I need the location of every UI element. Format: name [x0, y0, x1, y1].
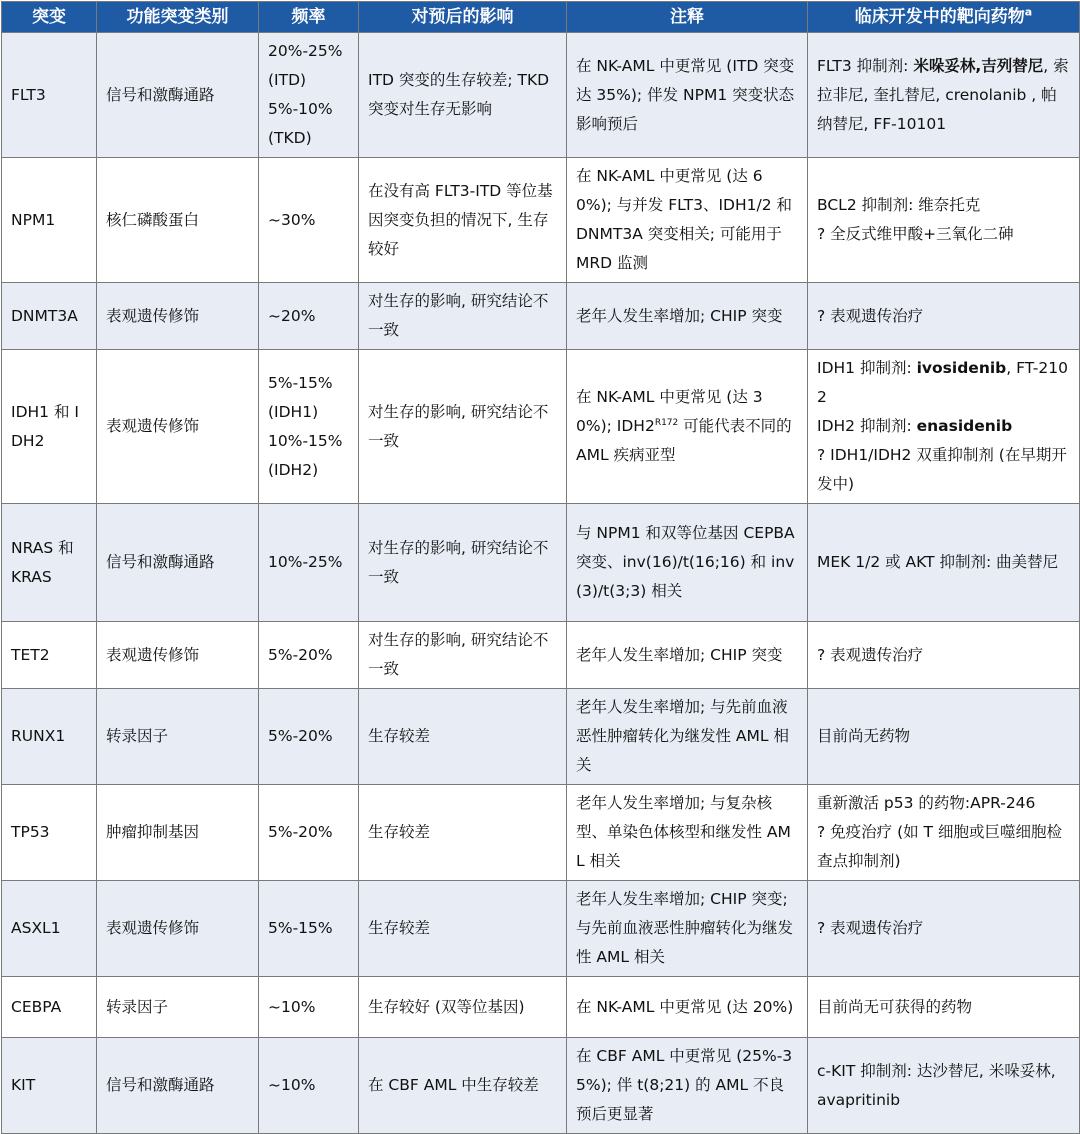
table-row — [2, 881, 1080, 977]
frequency-cell — [259, 33, 359, 158]
note-cell: 在 NK-AML 中更常见 (达 20%) — [567, 977, 808, 1038]
frequency-cell: 5%-20% — [259, 785, 359, 881]
header-drugs — [808, 2, 1080, 33]
header-drugs-label: 临床开发中的靶向药物 — [854, 7, 1025, 27]
category-cell: 信号和激酶通路 — [97, 33, 259, 158]
frequency-line: (IDH2) — [268, 460, 319, 479]
table-row — [2, 689, 1080, 785]
drugs-cell: ? 表观遗传治疗 — [808, 622, 1080, 689]
gene-cell: TET2 — [2, 622, 97, 689]
category-cell: 转录因子 — [97, 689, 259, 785]
drug-text: IDH1 抑制剂: — [817, 359, 917, 377]
table-row — [2, 504, 1080, 622]
note-text: 在 NK-AML 中更常见 (达 30%); IDH2 — [576, 388, 763, 435]
table-row — [2, 33, 1080, 158]
note-cell: 老年人发生率增加; 与先前血液恶性肿瘤转化为继发性 AML 相关 — [567, 689, 808, 785]
category-cell: 表观遗传修饰 — [97, 881, 259, 977]
gene-cell: NPM1 — [2, 158, 97, 283]
drug-text: FLT3 抑制剂: — [817, 56, 914, 75]
frequency-cell: 5%-15% — [259, 881, 359, 977]
drug-line: ? 全反式维甲酸+三氧化二砷 — [817, 225, 1014, 243]
gene-cell: TP53 — [2, 785, 97, 881]
prognosis-cell: ITD 突变的生存较差; TKD 突变对生存无影响 — [359, 33, 567, 158]
drug-line: ? IDH1/IDH2 双重抑制剂 (在早期开发中) — [817, 446, 1067, 493]
drug-highlight: ivosidenib — [916, 359, 1007, 377]
frequency-cell: ~20% — [259, 283, 359, 350]
frequency-line: (TKD) — [268, 129, 312, 147]
drugs-cell — [808, 350, 1080, 504]
category-cell: 信号和激酶通路 — [97, 504, 259, 622]
header-prognosis: 对预后的影响 — [359, 2, 567, 33]
drugs-cell — [808, 158, 1080, 283]
table-header-row — [2, 2, 1080, 33]
category-cell: 肿瘤抑制基因 — [97, 785, 259, 881]
prognosis-cell: 生存较差 — [359, 881, 567, 977]
note-cell: 老年人发生率增加; CHIP 突变 — [567, 622, 808, 689]
prognosis-cell: 对生存的影响, 研究结论不一致 — [359, 622, 567, 689]
category-cell: 表观遗传修饰 — [97, 283, 259, 350]
table-row — [2, 283, 1080, 350]
category-cell: 转录因子 — [97, 977, 259, 1038]
frequency-line: 10%-15% — [268, 431, 343, 450]
prognosis-cell: 对生存的影响, 研究结论不一致 — [359, 504, 567, 622]
header-drugs-footnote-mark: a — [1024, 5, 1033, 19]
gene-cell: KIT — [2, 1038, 97, 1134]
gene-cell: ASXL1 — [2, 881, 97, 977]
note-cell: 老年人发生率增加; CHIP 突变; 与先前血液恶性肿瘤转化为继发性 AML 相关 — [567, 881, 808, 977]
frequency-line: 5%-15% — [268, 373, 333, 392]
gene-cell: IDH1 和 IDH2 — [2, 350, 97, 504]
frequency-cell: 5%-20% — [259, 622, 359, 689]
note-cell: 与 NPM1 和双等位基因 CEPBA 突变、inv(16)/t(16;16) 和 inv(3)/t(3;3) 相关 — [567, 504, 808, 622]
table-row — [2, 350, 1080, 504]
frequency-line: (IDH1) — [268, 402, 319, 421]
header-note: 注释 — [567, 2, 808, 33]
drugs-cell: 目前尚无药物 — [808, 689, 1080, 785]
frequency-line: 5%-10% — [268, 100, 333, 118]
frequency-cell: 5%-20% — [259, 689, 359, 785]
drug-line — [817, 354, 1070, 412]
frequency-cell: ~10% — [259, 1038, 359, 1134]
gene-cell: CEBPA — [2, 977, 97, 1038]
drugs-cell: MEK 1/2 或 AKT 抑制剂: 曲美替尼 — [808, 504, 1080, 622]
drug-line: ? 免疫治疗 (如 T 细胞或巨噬细胞检查点抑制剂) — [817, 823, 1062, 870]
frequency-cell: ~10% — [259, 977, 359, 1038]
drugs-cell: ? 表观遗传治疗 — [808, 881, 1080, 977]
prognosis-cell: 生存较差 — [359, 689, 567, 785]
note-cell: 在 CBF AML 中更常见 (25%-35%); 伴 t(8;21) 的 AML 不良预后更显著 — [567, 1038, 808, 1134]
prognosis-cell: 生存较差 — [359, 785, 567, 881]
gene-cell: NRAS 和 KRAS — [2, 504, 97, 622]
prognosis-cell: 生存较好 (双等位基因) — [359, 977, 567, 1038]
drugs-cell: 目前尚无可获得的药物 — [808, 977, 1080, 1038]
prognosis-cell: 对生存的影响, 研究结论不一致 — [359, 283, 567, 350]
prognosis-cell: 在 CBF AML 中生存较差 — [359, 1038, 567, 1134]
drug-line: BCL2 抑制剂: 维奈托克 — [817, 196, 981, 214]
table-row — [2, 785, 1080, 881]
header-frequency: 频率 — [259, 2, 359, 33]
drug-text: IDH2 抑制剂: — [817, 417, 917, 435]
gene-cell: DNMT3A — [2, 283, 97, 350]
mutation-table — [1, 1, 1080, 1134]
table-row — [2, 622, 1080, 689]
frequency-line: 20%-25% — [268, 42, 343, 60]
frequency-line: (ITD) — [268, 71, 307, 89]
gene-cell: FLT3 — [2, 33, 97, 158]
note-cell: 老年人发生率增加; 与复杂核型、单染色体核型和继发性 AML 相关 — [567, 785, 808, 881]
note-cell: 老年人发生率增加; CHIP 突变 — [567, 283, 808, 350]
category-cell: 核仁磷酸蛋白 — [97, 158, 259, 283]
gene-cell: RUNX1 — [2, 689, 97, 785]
drug-line — [817, 412, 1070, 441]
drug-text: , 索拉非尼, 奎扎替尼, crenolanib , 帕纳替尼, FF-10101 — [817, 56, 1069, 133]
table-row — [2, 1038, 1080, 1134]
prognosis-cell: 对生存的影响, 研究结论不一致 — [359, 350, 567, 504]
drugs-cell: c-KIT 抑制剂: 达沙替尼, 米哚妥林, avapritinib — [808, 1038, 1080, 1134]
note-superscript: R172 — [654, 417, 679, 428]
frequency-cell — [259, 350, 359, 504]
note-text: 可能代表不同的 AML 疾病亚型 — [576, 417, 792, 464]
header-gene: 突变 — [2, 2, 97, 33]
prognosis-cell: 在没有高 FLT3-ITD 等位基因突变负担的情况下, 生存较好 — [359, 158, 567, 283]
category-cell: 表观遗传修饰 — [97, 622, 259, 689]
category-cell: 表观遗传修饰 — [97, 350, 259, 504]
table-row — [2, 977, 1080, 1038]
drugs-cell — [808, 33, 1080, 158]
category-cell: 信号和激酶通路 — [97, 1038, 259, 1134]
drug-line: 重新激活 p53 的药物:APR-246 — [817, 794, 1036, 812]
header-category: 功能突变类别 — [97, 2, 259, 33]
table-row — [2, 158, 1080, 283]
note-cell — [567, 350, 808, 504]
note-cell: 在 NK-AML 中更常见 (ITD 突变达 35%); 伴发 NPM1 突变状态影响预后 — [567, 33, 808, 158]
drugs-cell: ? 表观遗传治疗 — [808, 283, 1080, 350]
drug-highlight: 米哚妥林,吉列替尼 — [913, 56, 1044, 75]
drugs-cell — [808, 785, 1080, 881]
drug-text: , FT-2102 — [817, 359, 1068, 406]
frequency-cell: ~30% — [259, 158, 359, 283]
note-cell: 在 NK-AML 中更常见 (达 60%); 与并发 FLT3、IDH1/2 和 DNMT3A 突变相关; 可能用于 MRD 监测 — [567, 158, 808, 283]
drug-highlight: enasidenib — [916, 417, 1013, 435]
frequency-cell: 10%-25% — [259, 504, 359, 622]
